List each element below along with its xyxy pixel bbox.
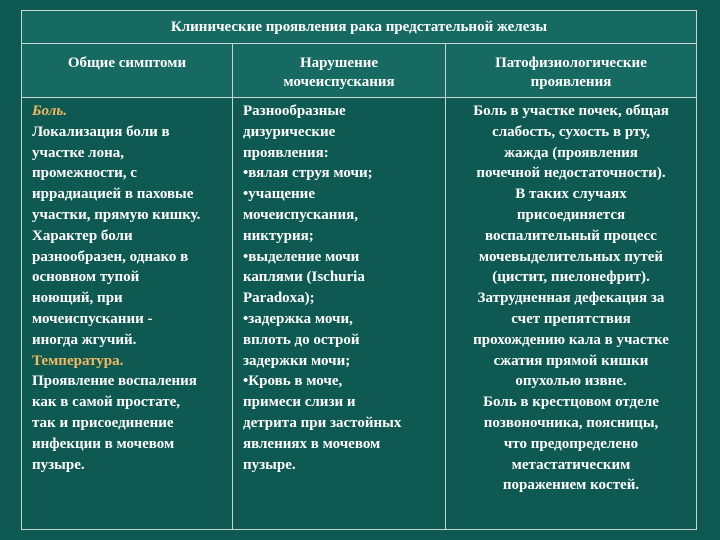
text-line: промежности, с: [32, 165, 137, 182]
text-line: слабость, сухость в рту,: [492, 123, 650, 140]
header-line: Общие симптоми: [67, 55, 187, 71]
text-line: каплями (Ischuria: [243, 269, 365, 286]
text-line: никтурия;: [243, 227, 314, 244]
text-line: В таких случаях: [515, 186, 627, 203]
text-line: задержки мочи;: [243, 352, 351, 369]
text-line: Локализация боли в: [32, 123, 170, 140]
text-line: участки, прямую кишку.: [32, 206, 201, 223]
text-line: основном тупой: [32, 269, 140, 286]
text-line: Затрудненная дефекация за: [477, 290, 665, 307]
text-line: пузыре.: [32, 456, 85, 473]
text-line: почечной недостаточности).: [476, 165, 666, 182]
text-line: поражением костей.: [502, 477, 640, 494]
text-line: как в самой простате,: [32, 394, 180, 411]
header-line: Патофизиологические: [495, 55, 647, 71]
highlight-label: Температура.: [32, 352, 124, 369]
text-line: разнообразен, однако в: [32, 248, 189, 265]
text-line: •вялая струя мочи;: [243, 165, 373, 182]
header-line: Нарушение: [299, 55, 379, 71]
text-line: метастатическим: [511, 456, 631, 473]
text-line: что предопределено: [503, 435, 639, 452]
column-urination-disorder: [232, 98, 446, 530]
text-line: вплоть до острой: [243, 331, 360, 348]
text-line: позвоночника, поясницы,: [483, 414, 659, 431]
text-line: иногда жгучий.: [32, 331, 137, 348]
text-line: мочеиспускания,: [243, 206, 358, 223]
text-line: прохождению кала в участке: [473, 331, 669, 348]
column-general-symptoms: [21, 98, 233, 530]
text-line: присоединяется: [516, 206, 626, 223]
text-line: Боль в крестцовом отделе: [483, 394, 659, 411]
text-line: мочевыделительных путей: [478, 248, 664, 265]
text-line: проявления:: [243, 144, 329, 161]
text-line: инфекции в мочевом: [32, 435, 175, 452]
text-line: Разнообразные: [243, 103, 346, 119]
header-line: мочеиспускания: [283, 74, 395, 90]
text-line: Боль в участке почек, общая: [473, 103, 669, 119]
text-line: Проявление воспаления: [32, 373, 197, 390]
text-line: примеси слизи и: [243, 394, 356, 411]
header-pathophysiological: [445, 44, 697, 98]
table-title: Клинические проявления рака предстательной железы: [21, 10, 697, 44]
text-line: Paradoxa);: [243, 290, 315, 307]
text-line: •учащение: [243, 186, 315, 203]
text-line: счет препятствия: [511, 310, 631, 327]
text-line: (цистит, пиелонефрит).: [492, 269, 650, 286]
highlight-label: Боль.: [32, 103, 67, 119]
text-line: так и присоединение: [32, 414, 174, 431]
header-urination-disorder: [232, 44, 446, 98]
text-line: ноющий, при: [32, 290, 123, 307]
text-line: участке лона,: [32, 144, 124, 161]
text-line: пузыре.: [243, 456, 296, 473]
text-line: •задержка мочи,: [243, 310, 353, 327]
text-line: •выделение мочи: [243, 248, 360, 265]
header-general-symptoms: [21, 44, 233, 98]
text-line: воспалительный процесс: [485, 227, 657, 244]
header-line: проявления: [530, 74, 612, 90]
text-line: явлениях в мочевом: [243, 435, 381, 452]
column-pathophysiological: [445, 98, 697, 530]
text-line: •Кровь в моче,: [243, 373, 343, 390]
text-line: иррадиацией в паховые: [32, 186, 194, 203]
text-line: сжатия прямой кишки: [493, 352, 649, 369]
text-line: опухолью извне.: [515, 373, 627, 390]
text-line: Характер боли: [32, 227, 133, 244]
text-line: детрита при застойных: [243, 414, 402, 431]
text-line: дизурические: [243, 123, 336, 140]
text-line: мочеиспускании -: [32, 310, 153, 327]
text-line: жажда (проявления: [504, 144, 638, 161]
